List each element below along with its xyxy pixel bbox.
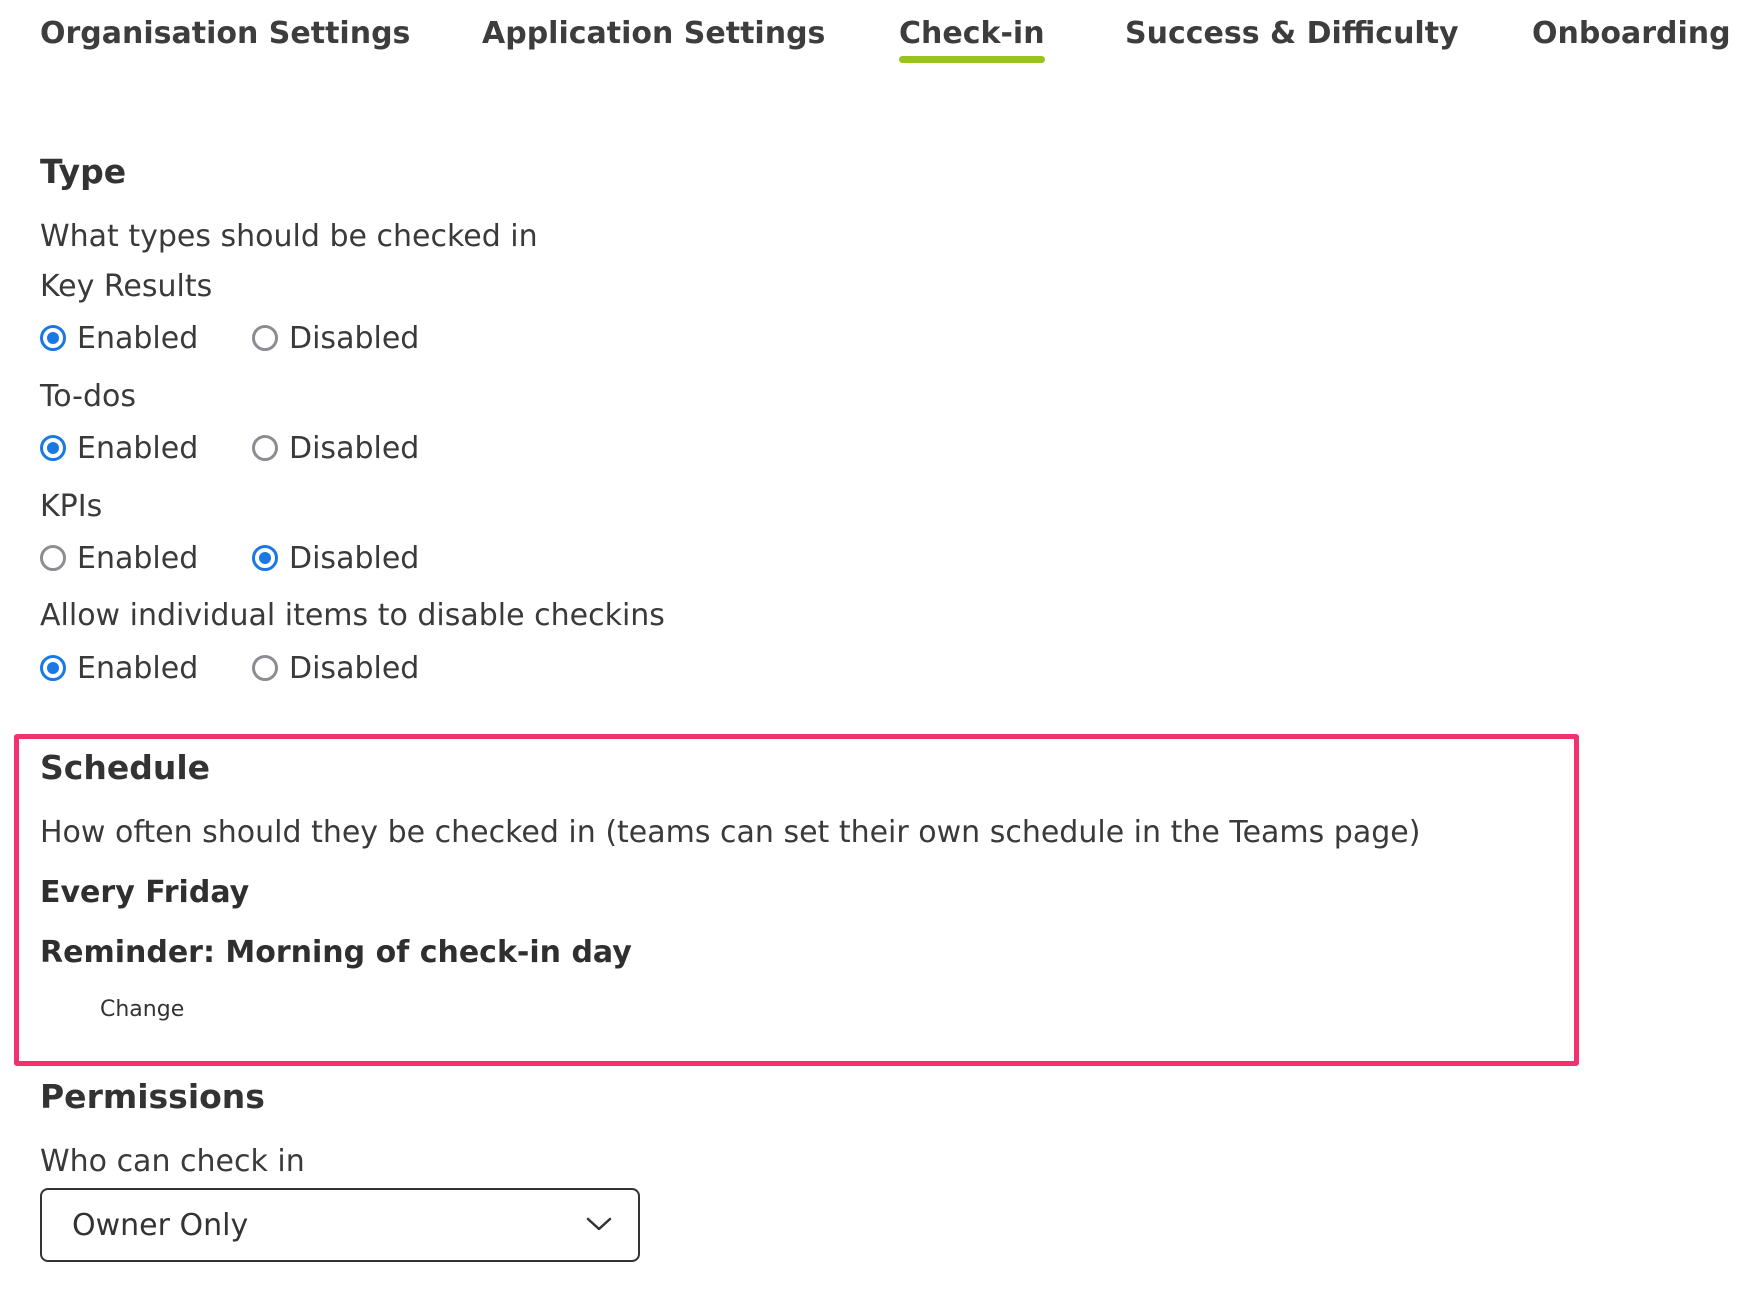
radio-checked-icon[interactable] (40, 325, 66, 351)
allow-disable-disabled-option[interactable] (252, 648, 419, 688)
option-label: Enabled (77, 320, 199, 356)
radio-unchecked-icon[interactable] (40, 545, 66, 571)
radio-checked-icon[interactable] (252, 545, 278, 571)
option-label: Disabled (289, 430, 420, 466)
allow-disable-checkins-label: Allow individual items to disable checkins (40, 598, 665, 633)
radio-checked-icon[interactable] (40, 435, 66, 461)
option-label: Enabled (77, 650, 199, 686)
schedule-frequency: Every Friday (40, 875, 250, 910)
who-can-check-in-select[interactable] (40, 1188, 640, 1262)
chevron-down-icon (586, 1216, 612, 1232)
tab-onboarding[interactable]: Onboarding (1532, 16, 1731, 51)
option-label: Disabled (289, 650, 420, 686)
option-label: Enabled (77, 430, 199, 466)
option-label: Disabled (289, 320, 420, 356)
radio-checked-icon[interactable] (40, 655, 66, 681)
kpis-enabled-option[interactable] (40, 538, 198, 578)
key-results-disabled-option[interactable] (252, 318, 419, 358)
todos-enabled-option[interactable] (40, 428, 198, 468)
tab-organisation-settings[interactable]: Organisation Settings (40, 16, 411, 51)
settings-tabs (0, 0, 1758, 80)
tab-success-difficulty[interactable]: Success & Difficulty (1125, 16, 1459, 51)
option-label: Enabled (77, 540, 199, 576)
todos-disabled-option[interactable] (252, 428, 419, 468)
schedule-description: How often should they be checked in (teams can set their own schedule in the Teams page) (40, 815, 1421, 850)
radio-unchecked-icon[interactable] (252, 655, 278, 681)
key-results-label: Key Results (40, 269, 213, 304)
tab-check-in[interactable]: Check-in (899, 16, 1045, 51)
key-results-enabled-option[interactable] (40, 318, 198, 358)
type-heading: Type (40, 152, 127, 191)
schedule-reminder: Reminder: Morning of check-in day (40, 935, 632, 970)
kpis-label: KPIs (40, 489, 103, 524)
permissions-description: Who can check in (40, 1144, 305, 1179)
allow-disable-enabled-option[interactable] (40, 648, 198, 688)
option-label: Disabled (289, 540, 420, 576)
radio-unchecked-icon[interactable] (252, 325, 278, 351)
tab-application-settings[interactable]: Application Settings (482, 16, 826, 51)
change-schedule-button[interactable]: Change (100, 997, 185, 1022)
schedule-heading: Schedule (40, 748, 211, 787)
radio-unchecked-icon[interactable] (252, 435, 278, 461)
todos-label: To-dos (40, 379, 136, 414)
select-value: Owner Only (72, 1208, 249, 1243)
permissions-heading: Permissions (40, 1077, 265, 1116)
kpis-disabled-option[interactable] (252, 538, 419, 578)
type-description: What types should be checked in (40, 219, 538, 254)
